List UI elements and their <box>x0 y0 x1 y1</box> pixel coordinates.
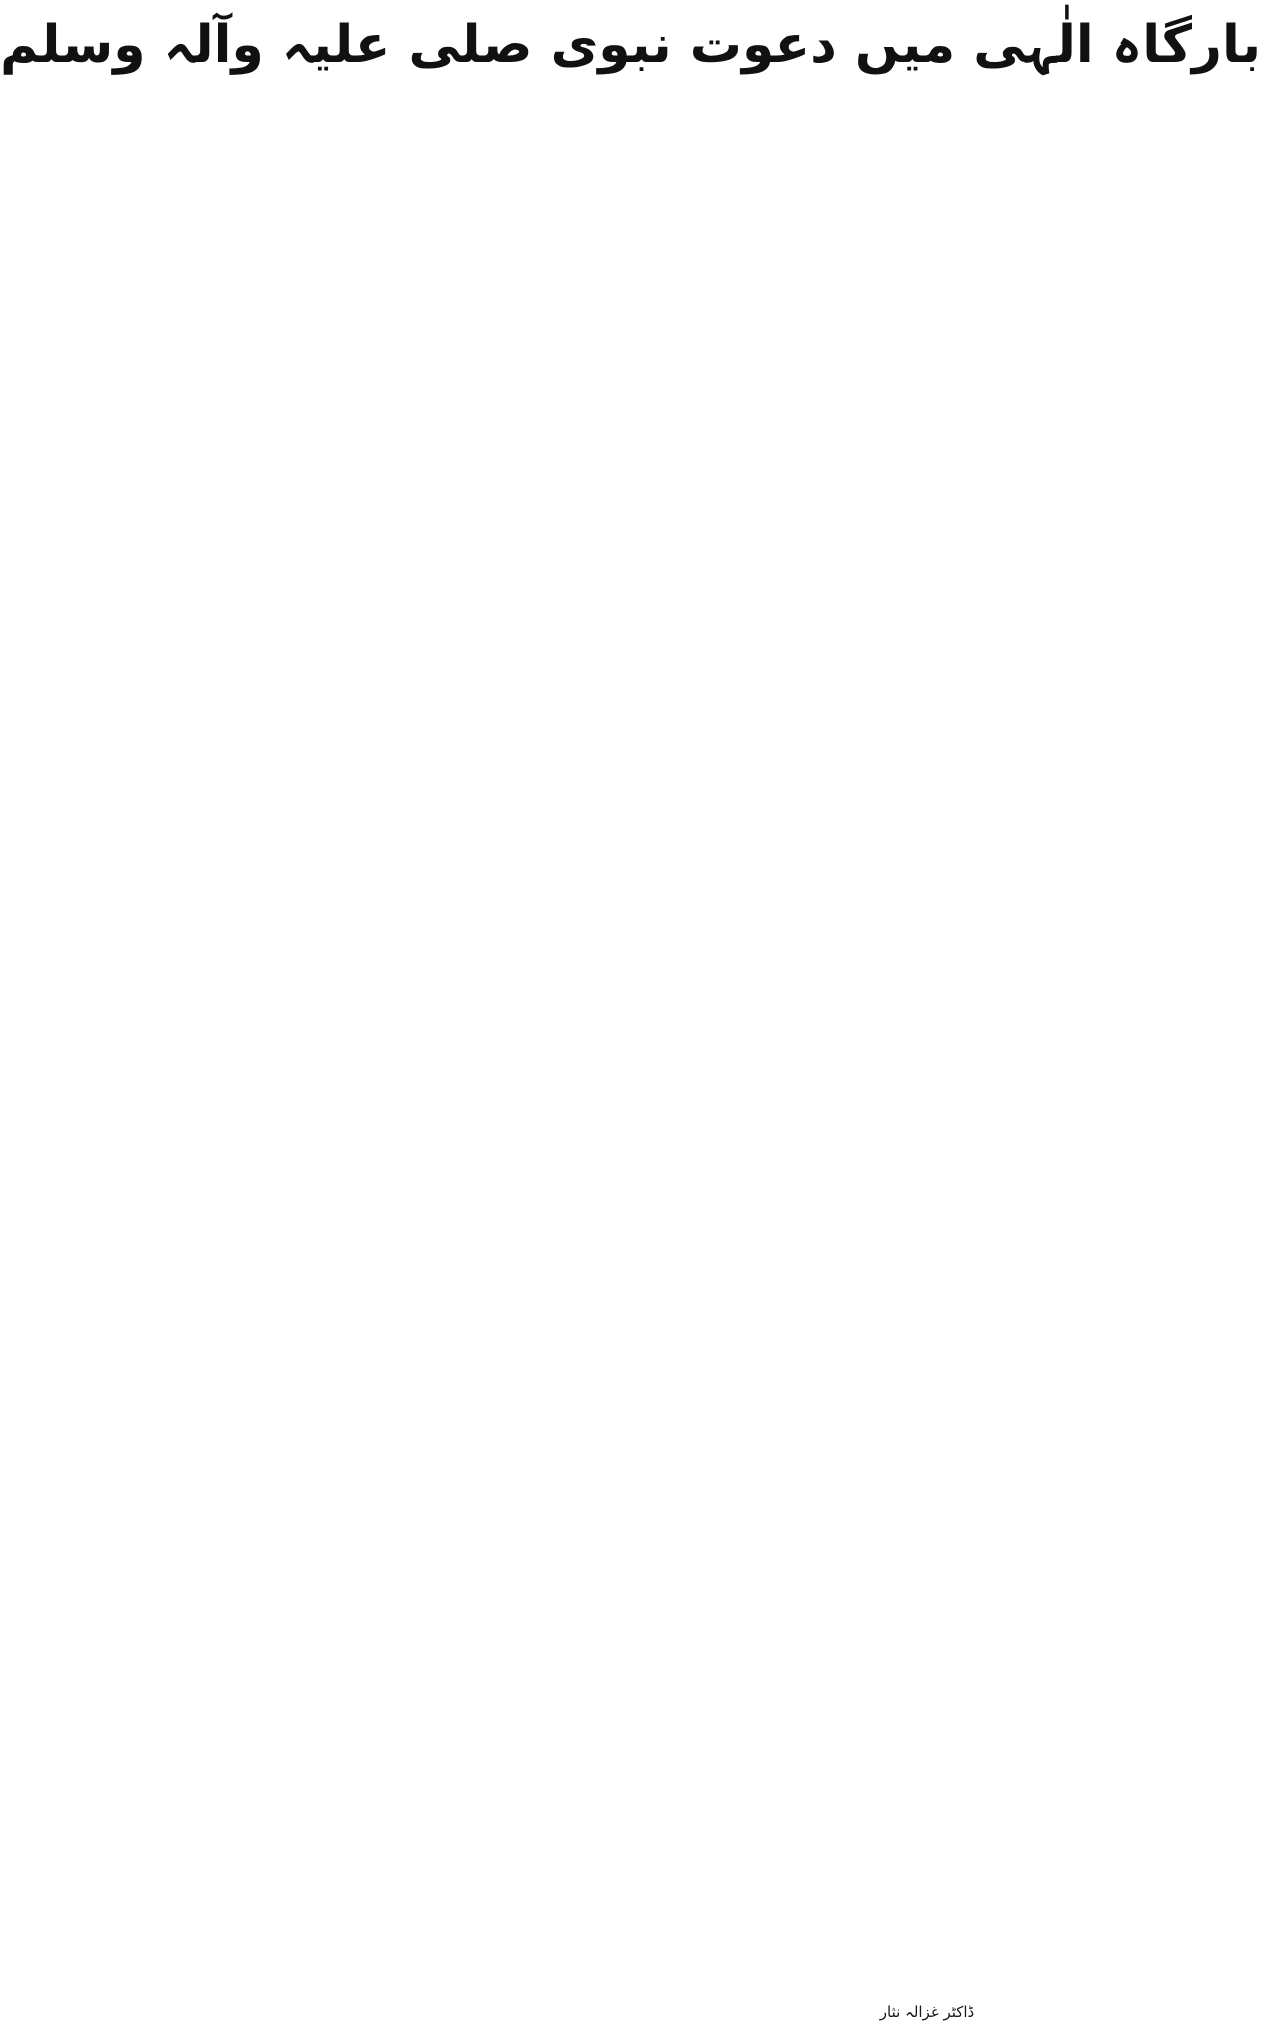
article-body <box>593 94 1261 1995</box>
article-byline: ڈاکٹر غزالہ نثار <box>879 2003 975 2021</box>
article-headline: بارگاہ الٰہی میں دعوت نبوی صلی علیہ وآلہ وسلم <box>0 15 1261 75</box>
